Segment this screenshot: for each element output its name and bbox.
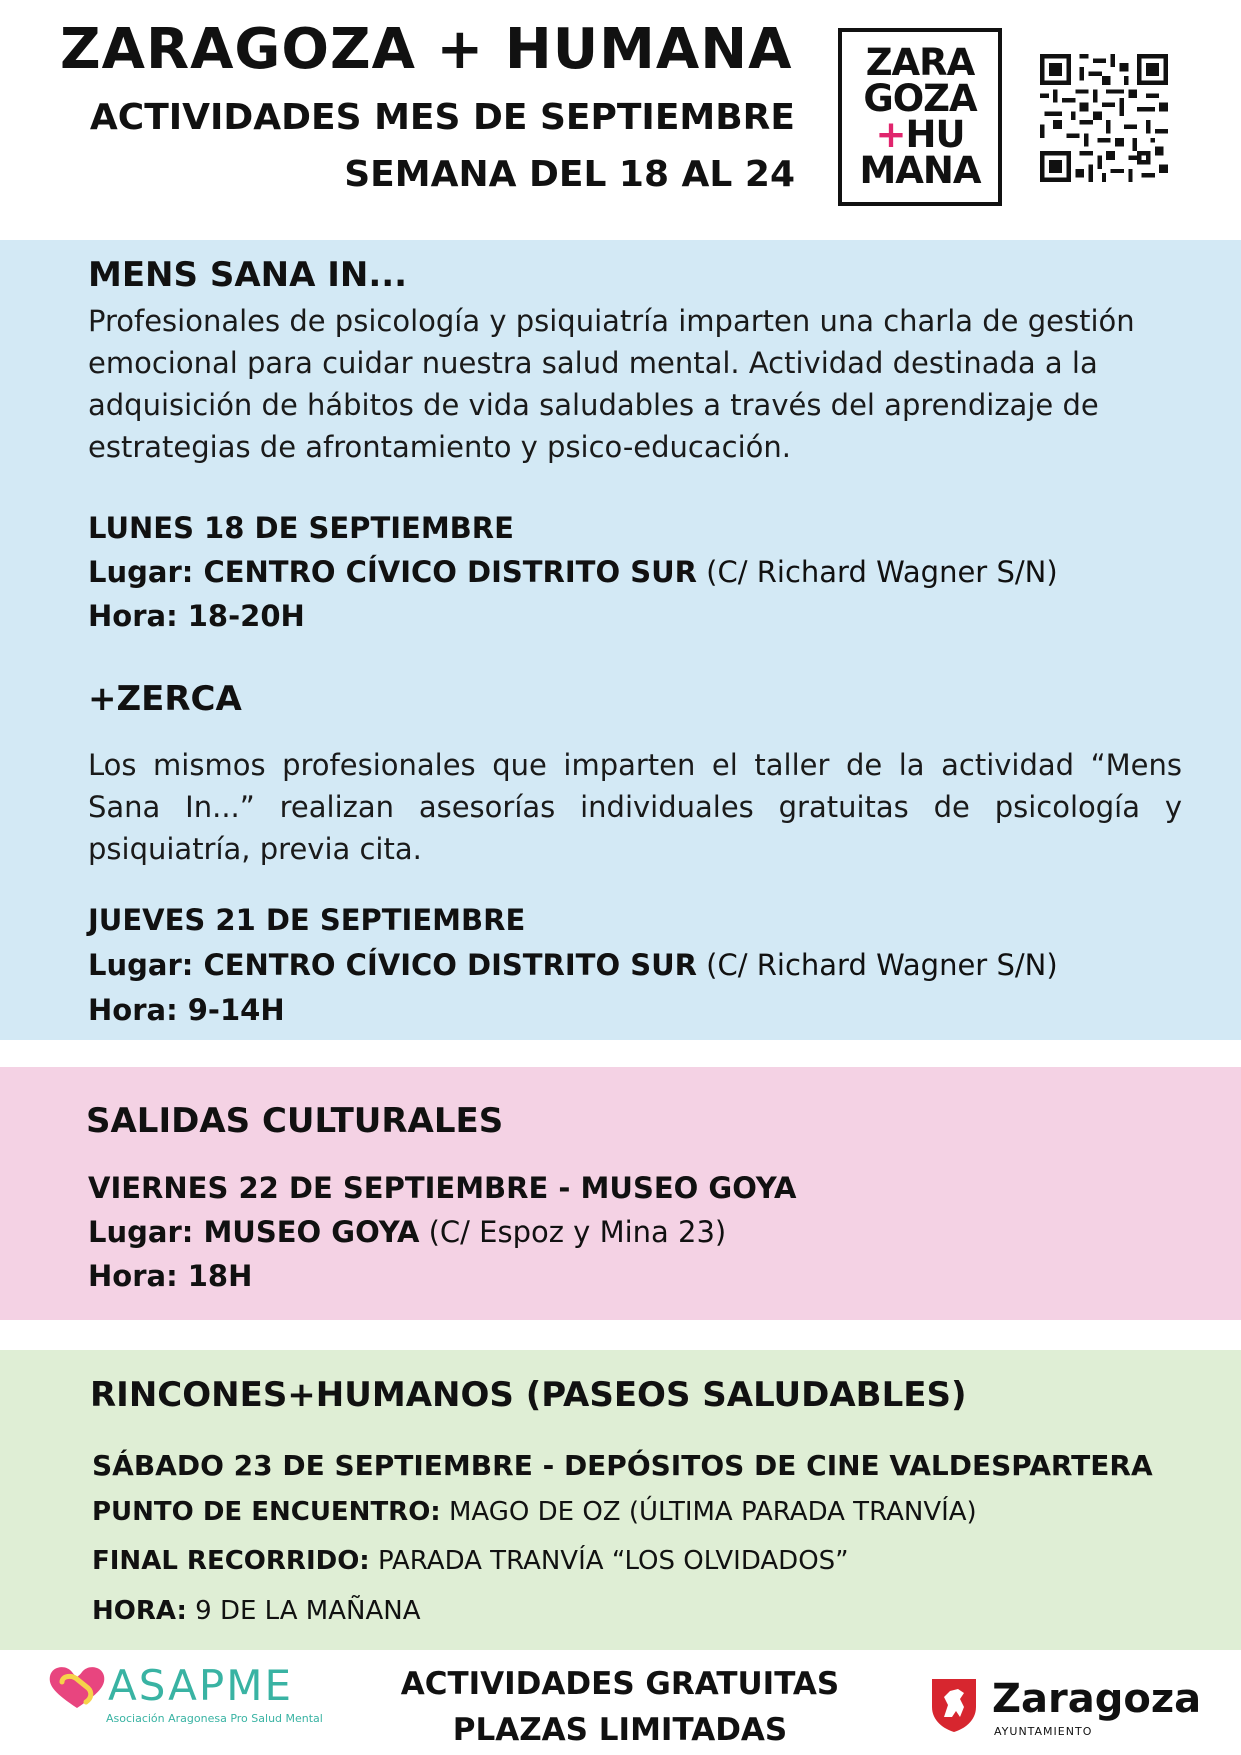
logo-hu: HU [905, 113, 965, 156]
zerca-place-address: (C/ Richard Wagner S/N) [696, 948, 1058, 982]
logo-line-2: GOZA [863, 77, 977, 120]
salidas-date: VIERNES 22 DE SEPTIEMBRE - MUSEO GOYA [88, 1171, 797, 1205]
rincones-end-label: FINAL RECORRIDO: [92, 1546, 370, 1576]
salidas-place [88, 1212, 726, 1252]
rincones-end-value: PARADA TRANVÍA “LOS OLVIDADOS” [369, 1546, 849, 1576]
zerca-date: JUEVES 21 DE SEPTIEMBRE [88, 903, 526, 937]
zerca-place-label: Lugar: CENTRO CÍVICO DISTRITO SUR [88, 948, 697, 982]
rincones-time-label: HORA: [92, 1596, 187, 1626]
mens-sana-time: Hora: 18-20H [88, 599, 305, 633]
salidas-time: Hora: 18H [88, 1259, 253, 1293]
logo-line-3 [875, 113, 965, 156]
mens-sana-place-address: (C/ Richard Wagner S/N) [696, 555, 1058, 589]
limited-places-notice: PLAZAS LIMITADAS [452, 1712, 788, 1748]
rincones-meeting-point [92, 1492, 977, 1532]
rincones-time [92, 1591, 421, 1631]
rincones-end-point [92, 1541, 849, 1581]
free-activities-notice: ACTIVIDADES GRATUITAS [400, 1666, 840, 1702]
zaragoza-ayuntamiento-logo [930, 1675, 1202, 1747]
heart-icon [48, 1664, 106, 1710]
ayuntamiento-label: AYUNTAMIENTO [994, 1725, 1093, 1738]
qr-code-icon[interactable] [1040, 54, 1168, 182]
zerca-time: Hora: 9-14H [88, 993, 285, 1027]
rincones-heading: RINCONES+HUMANOS (PASEOS SALUDABLES) [90, 1375, 967, 1415]
mens-sana-date: LUNES 18 DE SEPTIEMBRE [88, 511, 514, 545]
mens-sana-place-label: Lugar: CENTRO CÍVICO DISTRITO SUR [88, 555, 697, 589]
mens-sana-heading: MENS SANA IN... [88, 255, 408, 295]
rincones-meeting-value: MAGO DE OZ (ÚLTIMA PARADA TRANVÍA) [440, 1497, 977, 1527]
salidas-place-label: Lugar: MUSEO GOYA [88, 1215, 420, 1249]
asapme-wordmark: ASAPME [108, 1661, 294, 1710]
mens-sana-description: Profesionales de psicología y psiquiatría imparten una charla de gestión emocional para cuidar nuestra salud mental. Actividad destinada a la adquisición de hábitos de vida saludables a través del aprendizaje de estrategias de afrontamiento y psico-educación. [88, 304, 1135, 464]
asapme-logo [48, 1660, 323, 1740]
zerca-place [88, 945, 1058, 985]
rincones-time-value: 9 DE LA MAÑANA [186, 1596, 421, 1626]
logo-line-4: MANA [859, 149, 981, 192]
mens-sana-place [88, 552, 1058, 592]
page-subtitle-week: SEMANA DEL 18 AL 24 [344, 154, 795, 195]
page-title: ZARAGOZA + HUMANA [60, 17, 793, 82]
rincones-date: SÁBADO 23 DE SEPTIEMBRE - DEPÓSITOS DE CINE VALDESPARTERA [92, 1449, 1153, 1482]
page-subtitle-month: ACTIVIDADES MES DE SEPTIEMBRE [89, 97, 795, 138]
logo-plus: + [875, 113, 906, 156]
logo-line-1: ZARA [865, 41, 975, 84]
zaragoza-wordmark: Zaragoza [992, 1676, 1202, 1722]
zerca-description: Los mismos profesionales que imparten el taller de la actividad “Mens Sana In...” realizan asesorías individuales gratuitas de psicología y psiquiatría, previa cita. [88, 748, 1182, 866]
salidas-heading: SALIDAS CULTURALES [86, 1101, 504, 1141]
zerca-heading: +ZERCA [88, 679, 242, 719]
asapme-subtitle: Asociación Aragonesa Pro Salud Mental [106, 1712, 323, 1725]
zaragoza-humana-logo [838, 28, 1002, 206]
lion-shield-icon [930, 1677, 978, 1733]
salidas-place-address: (C/ Espoz y Mina 23) [419, 1215, 727, 1249]
rincones-meeting-label: PUNTO DE ENCUENTRO: [92, 1497, 441, 1527]
